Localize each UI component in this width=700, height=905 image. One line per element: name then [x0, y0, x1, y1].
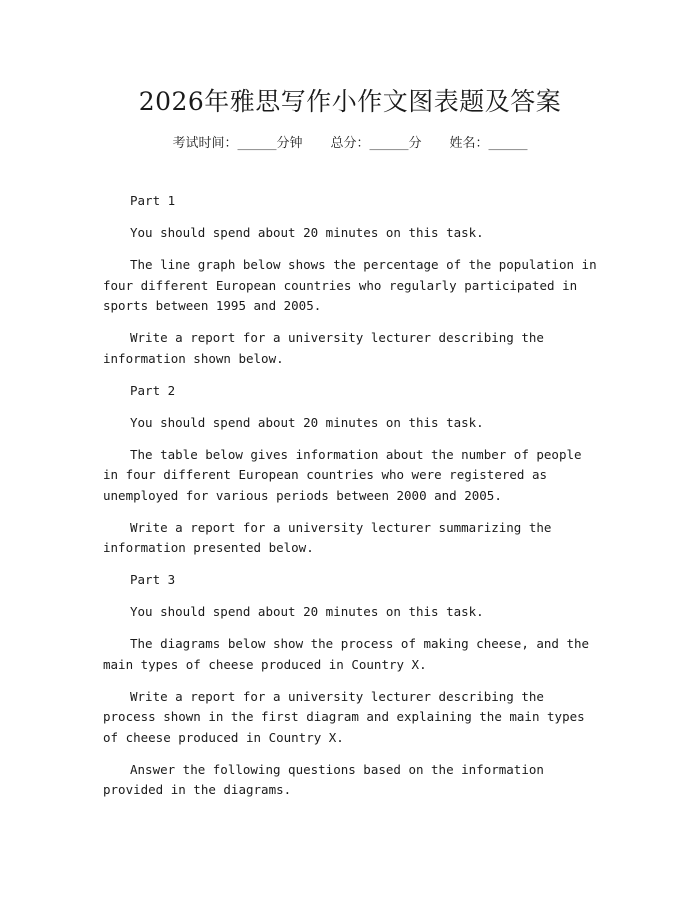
- task-description: The table below gives information about the number of people in four different European countries who were registered as unemployed for various periods between 2000 and 2005.: [103, 446, 582, 503]
- task-description: The diagrams below show the process of making cheese, and the main types of cheese produced in Country X.: [103, 636, 590, 672]
- task-time-instruction: You should spend about 20 minutes on this task.: [130, 225, 484, 240]
- student-name-field: 姓名：______: [449, 136, 528, 151]
- task-instruction: Write a report for a university lecturer describing the information shown below.: [103, 330, 544, 366]
- task-time-instruction: You should spend about 20 minutes on this task.: [130, 414, 484, 430]
- task-time-instruction: You should spend about 20 minutes on this task.: [130, 604, 484, 619]
- exam-info-line: [0, 132, 700, 151]
- task-instruction: Write a report for a university lecturer summarizing the information presented below.: [103, 519, 552, 555]
- task-instruction: Write a report for a university lecturer describing the process shown in the first diagram and explaining the main types of cheese produced in Country X.: [103, 688, 585, 745]
- section-heading-part-1: Part 1: [130, 193, 176, 208]
- task-instruction: Answer the following questions based on the information provided in the diagrams.: [103, 761, 544, 797]
- document-body: [103, 191, 603, 812]
- task-description: The line graph below shows the percentage of the population in four different European countries who regularly participated in sports between 1995 and 2005.: [103, 257, 597, 313]
- exam-time-field: 考试时间：______分钟: [172, 136, 303, 151]
- document-title: 2026年雅思写作小作文图表题及答案: [138, 87, 562, 116]
- section-heading-part-2: Part 2: [130, 382, 176, 398]
- section-heading-part-3: Part 3: [130, 572, 176, 587]
- total-score-field: 总分：______分: [330, 136, 422, 151]
